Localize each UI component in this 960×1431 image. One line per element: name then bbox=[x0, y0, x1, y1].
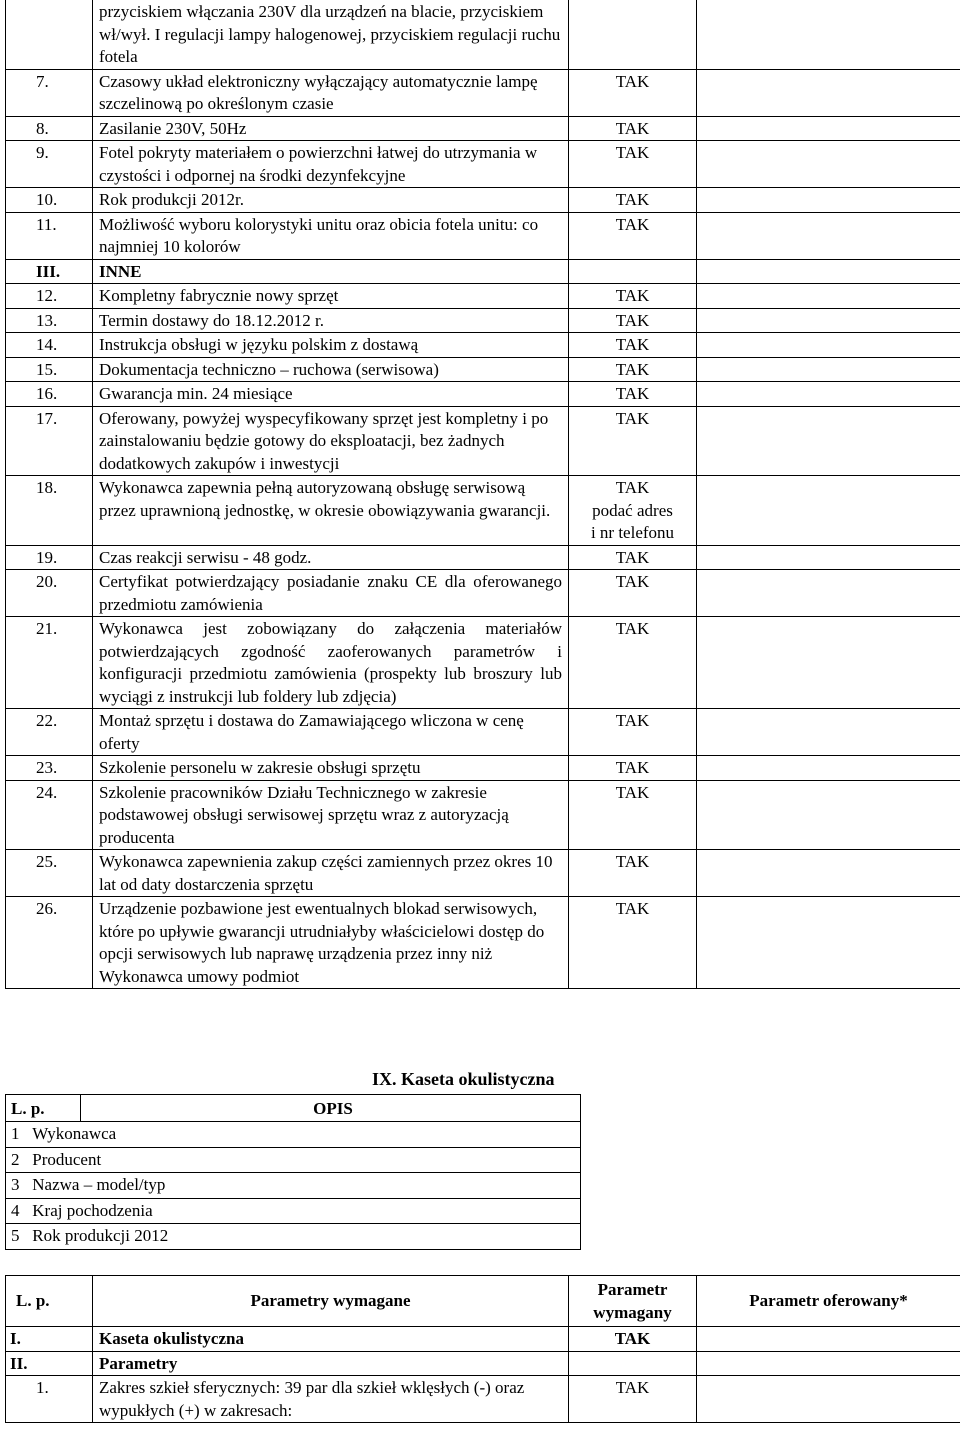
identification-row bbox=[6, 1173, 581, 1199]
row-number: 7. bbox=[6, 69, 93, 116]
row-description: Możliwość wyboru kolorystyki unitu oraz obicia fotela unitu: co najmniej 10 kolorów bbox=[93, 212, 569, 259]
identification-row bbox=[6, 1147, 581, 1173]
identification-row bbox=[6, 1224, 581, 1250]
table-row bbox=[6, 141, 960, 188]
row-offered bbox=[697, 308, 960, 333]
row-label: Producent bbox=[32, 1149, 102, 1169]
table-row bbox=[6, 709, 960, 756]
section-number: III. bbox=[6, 259, 93, 284]
row-number: 8. bbox=[6, 116, 93, 141]
section-row bbox=[6, 1327, 960, 1352]
row-offered bbox=[697, 756, 960, 781]
row-label: Nazwa – model/typ bbox=[32, 1175, 166, 1194]
row-required: TAK bbox=[569, 188, 697, 213]
table-row bbox=[6, 308, 960, 333]
row-number: 11. bbox=[6, 212, 93, 259]
row-offered bbox=[697, 69, 960, 116]
row-required: TAK bbox=[569, 212, 697, 259]
table-row bbox=[6, 1198, 581, 1224]
row-description: Montaż sprzętu i dostawa do Zamawiającego wliczona w cenę oferty bbox=[93, 709, 569, 756]
table-row bbox=[6, 406, 960, 476]
row-required: TAK bbox=[569, 69, 697, 116]
header-lp: L. p. bbox=[6, 1095, 81, 1122]
row-number: 26. bbox=[6, 897, 93, 989]
row-description: Instrukcja obsługi w języku polskim z dostawą bbox=[93, 333, 569, 358]
row-description: Dokumentacja techniczno – ruchowa (serwisowa) bbox=[93, 357, 569, 382]
row-description: Urządzenie pozbawione jest ewentualnych blokad serwisowych, które po upływie gwarancji utrudniałyby właścicielowi dostęp do opcji serwisowych lub naprawę urządzenia przez inny niż Wykonawca umowy podmiot bbox=[93, 897, 569, 989]
row-offered bbox=[697, 333, 960, 358]
row-required: TAK bbox=[569, 617, 697, 709]
row-number: 5 bbox=[11, 1226, 20, 1245]
row-required: TAK bbox=[569, 116, 697, 141]
identification-table bbox=[5, 1094, 581, 1250]
table-row bbox=[6, 850, 960, 897]
row-offered bbox=[697, 1351, 960, 1376]
table-row bbox=[6, 780, 960, 850]
row-number: 24. bbox=[6, 780, 93, 850]
row-number: 4 bbox=[11, 1200, 20, 1220]
row-description: Wykonawca zapewnia pełną autoryzowaną obsługę serwisową przez uprawnioną jednostkę, w okresie obowiązywania gwarancji. bbox=[93, 476, 569, 546]
row-offered bbox=[697, 116, 960, 141]
row-number: 21. bbox=[6, 617, 93, 709]
row-offered bbox=[697, 617, 960, 709]
row-offered bbox=[697, 284, 960, 309]
row-offered bbox=[697, 1327, 960, 1352]
table-row bbox=[6, 357, 960, 382]
row-required bbox=[569, 259, 697, 284]
row-required: TAK bbox=[569, 284, 697, 309]
header-offered-param: Parametr oferowany* bbox=[697, 1276, 960, 1327]
section-heading: IX. Kaseta okulistyczna bbox=[372, 1069, 555, 1089]
header-required-params: Parametry wymagane bbox=[93, 1276, 569, 1327]
row-offered bbox=[697, 1376, 960, 1423]
row-number: 3 bbox=[11, 1175, 20, 1194]
row-offered bbox=[697, 406, 960, 476]
header-required-param: Parametr wymagany bbox=[569, 1276, 697, 1327]
row-number: 1 bbox=[11, 1124, 20, 1143]
header-lp: L. p. bbox=[6, 1276, 93, 1327]
row-number: 2 bbox=[11, 1149, 20, 1169]
table-row bbox=[6, 1122, 581, 1148]
row-required: TAK bbox=[569, 780, 697, 850]
table-row bbox=[6, 382, 960, 407]
row-description: Czas reakcji serwisu - 48 godz. bbox=[93, 545, 569, 570]
row-offered bbox=[697, 382, 960, 407]
row-required: TAK bbox=[569, 382, 697, 407]
section-row bbox=[6, 259, 960, 284]
identification-row bbox=[6, 1122, 581, 1148]
requirements-table bbox=[5, 0, 960, 989]
row-required bbox=[569, 0, 697, 69]
row-offered bbox=[697, 850, 960, 897]
row-description: Termin dostawy do 18.12.2012 r. bbox=[93, 308, 569, 333]
row-offered bbox=[697, 570, 960, 617]
row-label: Rok produkcji 2012 bbox=[32, 1226, 169, 1245]
row-description: Wykonawca zapewnienia zakup części zamiennych przez okres 10 lat od daty dostarczenia sprzętu bbox=[93, 850, 569, 897]
table-row bbox=[6, 116, 960, 141]
row-offered bbox=[697, 545, 960, 570]
row-number: 13. bbox=[6, 308, 93, 333]
row-offered bbox=[697, 188, 960, 213]
row-description: Rok produkcji 2012r. bbox=[93, 188, 569, 213]
row-offered bbox=[697, 141, 960, 188]
row-required: TAK bbox=[569, 1327, 697, 1352]
section-number: II. bbox=[6, 1351, 93, 1376]
table-header-row bbox=[6, 1095, 581, 1122]
row-required: TAK bbox=[569, 897, 697, 989]
row-required: TAK bbox=[569, 406, 697, 476]
row-description: przyciskiem włączania 230V dla urządzeń na blacie, przyciskiem wł/wył. I regulacji lampy halogenowej, przyciskiem regulacji ruchu fotela bbox=[93, 0, 569, 69]
row-required bbox=[569, 476, 697, 546]
row-number: 12. bbox=[6, 284, 93, 309]
row-description: Gwarancja min. 24 miesiące bbox=[93, 382, 569, 407]
row-label: Wykonawca bbox=[32, 1124, 117, 1143]
row-offered bbox=[697, 0, 960, 69]
section-number: I. bbox=[6, 1327, 93, 1352]
row-description: Kompletny fabrycznie nowy sprzęt bbox=[93, 284, 569, 309]
row-number: 25. bbox=[6, 850, 93, 897]
table-row bbox=[6, 0, 960, 69]
table-row bbox=[6, 1376, 960, 1423]
row-offered bbox=[697, 357, 960, 382]
row-required: TAK bbox=[569, 545, 697, 570]
row-offered bbox=[697, 212, 960, 259]
identification-row bbox=[6, 1198, 581, 1224]
table-row bbox=[6, 1147, 581, 1173]
section-title: Kaseta okulistyczna bbox=[93, 1327, 569, 1352]
required-note-phone: i nr telefonu bbox=[590, 523, 675, 542]
table-row bbox=[6, 188, 960, 213]
row-required: TAK bbox=[569, 141, 697, 188]
row-offered bbox=[697, 259, 960, 284]
row-description: Oferowany, powyżej wyspecyfikowany sprzęt jest kompletny i po zainstalowaniu będzie gotowy do eksploatacji, bez żadnych dodatkowych zakupów i inwestycji bbox=[93, 406, 569, 476]
row-number: 18. bbox=[6, 476, 93, 546]
section-row bbox=[6, 1351, 960, 1376]
table-row bbox=[6, 570, 960, 617]
table-row bbox=[6, 1224, 581, 1250]
row-number: 22. bbox=[6, 709, 93, 756]
section-title: INNE bbox=[93, 259, 569, 284]
row-offered bbox=[697, 476, 960, 546]
row-offered bbox=[697, 780, 960, 850]
row-number: 1. bbox=[6, 1376, 93, 1423]
row-required: TAK bbox=[569, 570, 697, 617]
section-title: Parametry bbox=[93, 1351, 569, 1376]
row-description: Zasilanie 230V, 50Hz bbox=[93, 116, 569, 141]
row-description: Fotel pokryty materiałem o powierzchni łatwej do utrzymania w czystości i odpornej na środki dezynfekcyjne bbox=[93, 141, 569, 188]
row-description: Zakres szkieł sferycznych: 39 par dla szkieł wklęsłych (-) oraz wypukłych (+) w zakresach: bbox=[93, 1376, 569, 1423]
row-required: TAK bbox=[569, 357, 697, 382]
table-row bbox=[6, 545, 960, 570]
row-required: TAK bbox=[569, 709, 697, 756]
row-description: Szkolenie pracowników Działu Technicznego w zakresie podstawowej obsługi serwisowej sprzętu wraz z autoryzacją producenta bbox=[93, 780, 569, 850]
row-required bbox=[569, 1351, 697, 1376]
row-description: Certyfikat potwierdzający posiadanie znaku CE dla oferowanego przedmiotu zamówienia bbox=[93, 570, 569, 617]
row-required: TAK bbox=[569, 1376, 697, 1423]
row-description: Wykonawca jest zobowiązany do załączenia materiałów potwierdzających zgodność zaoferowanych parametrów i konfiguracji przedmiotu zamówienia (prospekty lub broszury lub wyciągi z instrukcji lub foldery lub zdjęcia) bbox=[93, 617, 569, 709]
row-number: 17. bbox=[6, 406, 93, 476]
row-number: 15. bbox=[6, 357, 93, 382]
row-required: TAK bbox=[569, 308, 697, 333]
header-opis: OPIS bbox=[81, 1095, 581, 1122]
row-required: TAK bbox=[569, 756, 697, 781]
table-header-row bbox=[6, 1276, 960, 1327]
row-number: 9. bbox=[6, 141, 93, 188]
row-offered bbox=[697, 897, 960, 989]
required-value: TAK bbox=[615, 478, 650, 497]
table-row bbox=[6, 476, 960, 546]
row-description: Czasowy układ elektroniczny wyłączający automatycznie lampę szczelinową po określonym czasie bbox=[93, 69, 569, 116]
row-label: Kraj pochodzenia bbox=[32, 1200, 153, 1220]
row-number: 10. bbox=[6, 188, 93, 213]
table-row bbox=[6, 284, 960, 309]
table-row bbox=[6, 333, 960, 358]
table-row bbox=[6, 212, 960, 259]
row-number: 20. bbox=[6, 570, 93, 617]
row-number: 16. bbox=[6, 382, 93, 407]
table-row bbox=[6, 617, 960, 709]
table-row bbox=[6, 69, 960, 116]
parameters-table bbox=[5, 1275, 960, 1423]
row-offered bbox=[697, 709, 960, 756]
row-number: 23. bbox=[6, 756, 93, 781]
required-note-address: podać adres bbox=[592, 500, 673, 520]
row-number: 19. bbox=[6, 545, 93, 570]
row-required: TAK bbox=[569, 333, 697, 358]
row-required: TAK bbox=[569, 850, 697, 897]
row-description: Szkolenie personelu w zakresie obsługi sprzętu bbox=[93, 756, 569, 781]
row-number bbox=[6, 0, 93, 69]
table-row bbox=[6, 756, 960, 781]
table-row bbox=[6, 897, 960, 989]
table-row bbox=[6, 1173, 581, 1199]
row-number: 14. bbox=[6, 333, 93, 358]
